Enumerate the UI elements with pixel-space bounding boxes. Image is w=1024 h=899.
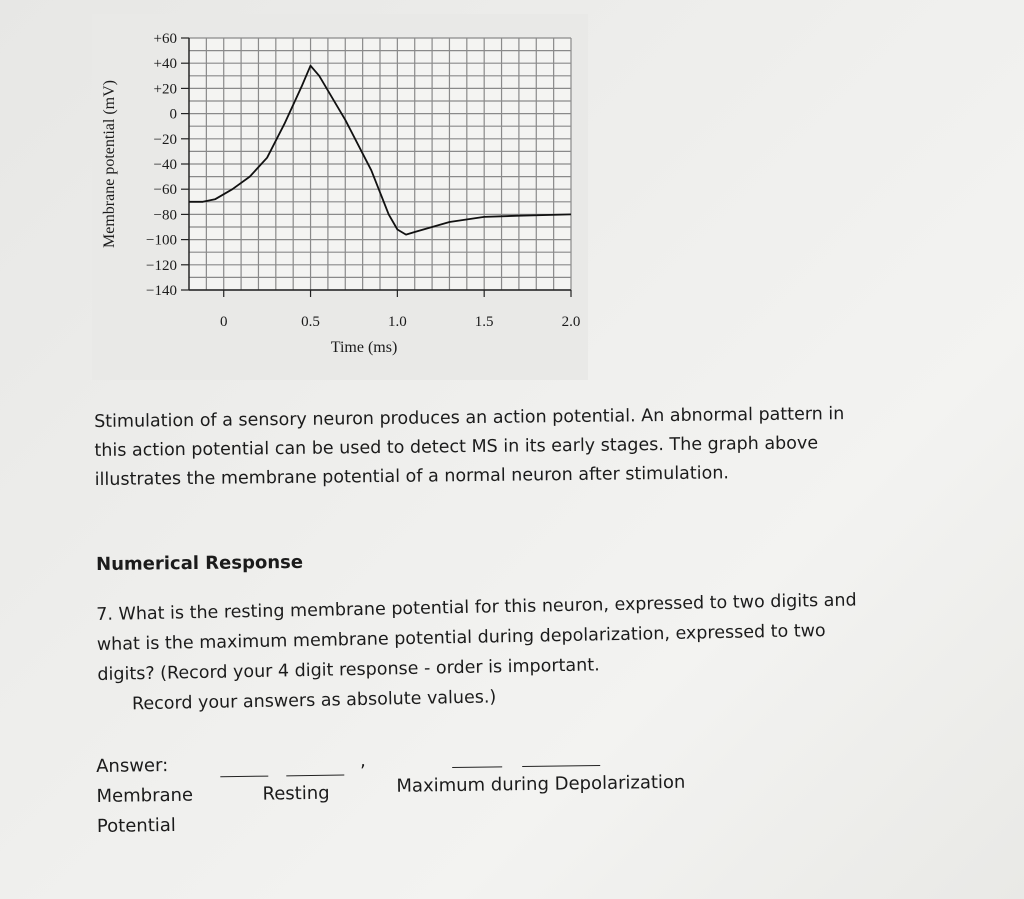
intro-line-1: Stimulation of a sensory neuron produces an action potential. An abnormal pattern in (94, 404, 845, 432)
membrane-label: Membrane (96, 784, 194, 807)
question-7 (96, 583, 958, 719)
intro-line-3: illustrates the membrane potential of a normal neuron after stimulation. (94, 463, 730, 490)
intro-line-2: this action potential can be used to detect MS in its early stages. The graph above (94, 433, 819, 461)
membrane-potential-chart (92, 14, 588, 380)
max-depolarization-label: Maximum during Depolarization (396, 771, 686, 797)
answer-area (96, 746, 797, 866)
section-heading: Numerical Response (96, 551, 304, 575)
y-axis-label: Membrane potential (mV) (101, 80, 118, 248)
answer-blank-3[interactable] (452, 766, 502, 768)
answer-blank-4[interactable] (522, 765, 600, 767)
answer-label: Answer: (96, 754, 169, 777)
y-tick-label: −20 (153, 131, 177, 148)
chart-svg (92, 14, 588, 380)
x-axis-label: Time (ms) (330, 339, 398, 356)
y-tick-label: −120 (146, 257, 177, 274)
y-tick-label: −80 (153, 207, 177, 224)
resting-label: Resting (262, 782, 330, 805)
y-tick-label: −60 (153, 182, 177, 199)
intro-paragraph (94, 399, 935, 495)
question-line-1: 7. What is the resting membrane potential for this neuron, expressed to two digits and (96, 590, 857, 625)
x-tick-label: 1.0 (387, 314, 407, 330)
answer-blank-1[interactable] (220, 776, 268, 778)
y-tick-label: −140 (146, 283, 177, 299)
y-tick-label: +60 (153, 31, 177, 47)
y-tick-label: +20 (153, 81, 177, 98)
x-tick-label: 0.5 (301, 314, 320, 330)
y-tick-label: −100 (146, 232, 177, 249)
potential-label: Potential (96, 814, 176, 837)
y-tick-label: −40 (153, 157, 177, 173)
question-line-2: what is the maximum membrane potential during depolarization, expressed to two (96, 620, 826, 655)
y-tick-label: +40 (153, 56, 177, 73)
x-tick-label: 2.0 (561, 314, 581, 330)
answer-comma: , (359, 750, 366, 772)
x-tick-label: 1.5 (474, 314, 494, 330)
question-line-3: digits? (Record your 4 digit response - order is important. (97, 655, 600, 685)
question-line-4: Record your answers as absolute values.) (131, 687, 497, 715)
answer-blank-2[interactable] (286, 775, 344, 777)
x-tick-label: 0 (219, 314, 228, 330)
y-tick-label: 0 (169, 106, 177, 123)
